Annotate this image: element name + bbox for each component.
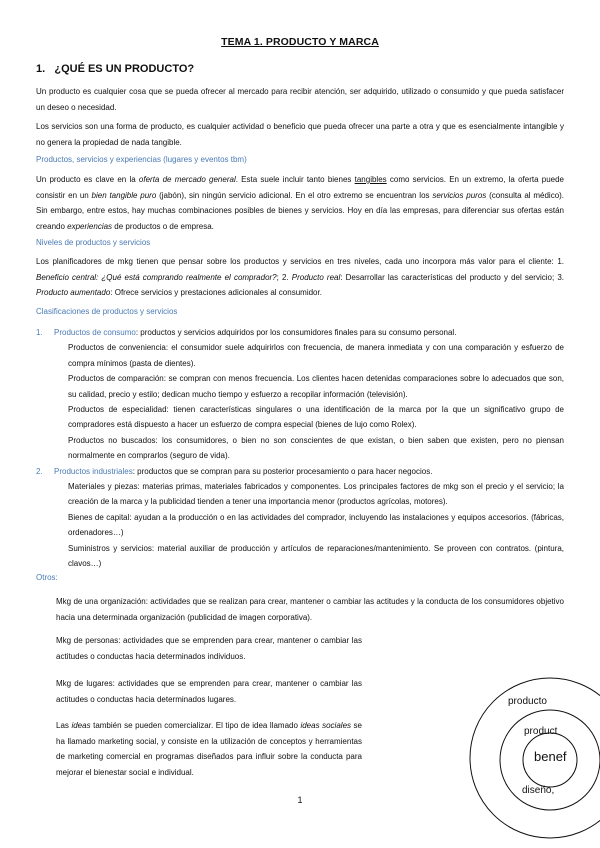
paragraph-offer: Un producto es clave en la oferta de mercado general. Esta suele incluir tanto bienes tangibles como servicios. En un extremo, la oferta puede consistir en un bien tangible puro (jabón), sin ningún servicio adicional. En el otro extremo se encuentran los servicios puros (consulta al médico). Sin embargo, entre estos, hay muchas combinaciones posibles de bienes y servicios. Hoy en día las empresas, para diferenciar sus ofertas están creando experiencias de productos o de empresa. <box>36 175 565 231</box>
section-title: ¿QUÉ ES UN PRODUCTO? <box>54 63 195 75</box>
list-item-industriales: 2. Productos industriales: productos que se compran para su posterior procesamiento o para hacer negocios. <box>36 466 433 476</box>
paragraph-mkg-people: Mkg de personas: actividades que se emprenden para crear, mantener o cambiar las actitudes o conductas hacia determinados individuos. <box>56 636 362 661</box>
classification-list <box>36 325 564 572</box>
list-item: Productos de comparación: se compran con menos frecuencia. Los clientes hacen detenidas comparaciones sobre lo adecuados que son, su calidad, precio y estilo; dedican mucho tiempo y esfuerzo a recopilar información (televisión). <box>68 374 564 399</box>
paragraph-mkg-places: Mkg de lugares: actividades que se emprenden para crear, mantener o cambiar las actitudes o conductas hacia determinados lugares. <box>56 679 362 704</box>
paragraph-ideas: Las ideas también se pueden comercializar. El tipo de idea llamado ideas sociales se ha llamado marketing social, y consiste en la utilización de conceptos y herramientas de marketing comercial en programas diseñados para influir sobre la conducta para mejorar el bienestar social e individual. <box>56 721 362 777</box>
section-number: 1. <box>36 63 46 75</box>
list-item: Productos de conveniencia: el consumidor suele adquirirlos con frecuencia, de manera inmediata y con una comparación y esfuerzo de compra mínimos (pasta de dientes). <box>68 343 564 368</box>
list-item-consumo: 1. Productos de consumo: productos y servicios adquiridos por los consumidores finales para su consumo personal. <box>36 328 457 337</box>
section-heading <box>36 63 194 75</box>
subheading-products-services: Productos, servicios y experiencias (lugares y eventos tbm) <box>36 155 247 164</box>
inner-label: benef <box>534 749 567 764</box>
page-title: TEMA 1. PRODUCTO Y MARCA <box>221 36 379 48</box>
intro-paragraph-2: Los servicios son una forma de producto, es cualquier actividad o beneficio que pueda ofrecer una parte a otra y que es esencialmente intangible y no genera la propiedad de nada tangible. <box>36 122 564 147</box>
list-item: Productos de especialidad: tienen características singulares o una identificación de la marca por la que un significativo grupo de compradores está dispuesto a hacer un esfuerzo de compra especial (bienes de lujo como Rolex). <box>68 405 564 430</box>
middle-label: product <box>524 726 558 737</box>
paragraph-mkg-organization: Mkg de una organización: actividades que se realizan para crear, mantener o cambiar las actitudes y la conducta de los consumidores objetivo hacia una determinada organización (publicidad de imagen corporativa). <box>56 597 564 622</box>
list-item: Suministros y servicios: material auxiliar de producción y artículos de reparaciones/mantenimiento. Se proveen con contratos. (pintura, clavos…) <box>68 543 564 569</box>
list-item: Bienes de capital: ayudan a la producción o en las actividades del comprador, incluyendo las instalaciones y equipos accesorios. (fábricas, ordenadores…) <box>68 512 564 538</box>
subheading-others: Otros: <box>36 573 58 582</box>
list-item: Productos no buscados: los consumidores, o bien no son conscientes de que existan, o bien saben que existen, pero no piensan normalmente en comprarlos (seguro de vida). <box>68 435 564 461</box>
subheading-classifications: Clasificaciones de productos y servicios <box>36 307 178 316</box>
product-levels-diagram <box>468 670 600 848</box>
subheading-levels: Niveles de productos y servicios <box>36 238 151 247</box>
page-number: 1 <box>297 795 303 805</box>
intro-paragraph-1: Un producto es cualquier cosa que se pueda ofrecer al mercado para recibir atención, ser adquirido, utilizado o consumido y que pueda satisfacer un deseo o necesidad. <box>36 87 564 112</box>
paragraph-levels: Los planificadores de mkg tienen que pensar sobre los productos y servicios en tres niveles, cada uno incorpora más valor para el cliente: 1. Beneficio central: ¿Qué está comprando realmente el comprador?; 2. Producto real: Desarrollar las características del producto y del servicio; 3. Producto aumentado: Ofrece servicios y prestaciones adicionales al consumidor. <box>36 257 564 298</box>
bottom-label: diseño, <box>522 785 555 796</box>
outer-label: producto <box>508 696 547 707</box>
list-item: Materiales y piezas: materias primas, materiales fabricados y componentes. Los principales factores de mkg son el precio y el servicio; la creación de la marca y la publicidad tienden a tener una importancia menor (productos agrícolas, motores). <box>68 482 564 507</box>
